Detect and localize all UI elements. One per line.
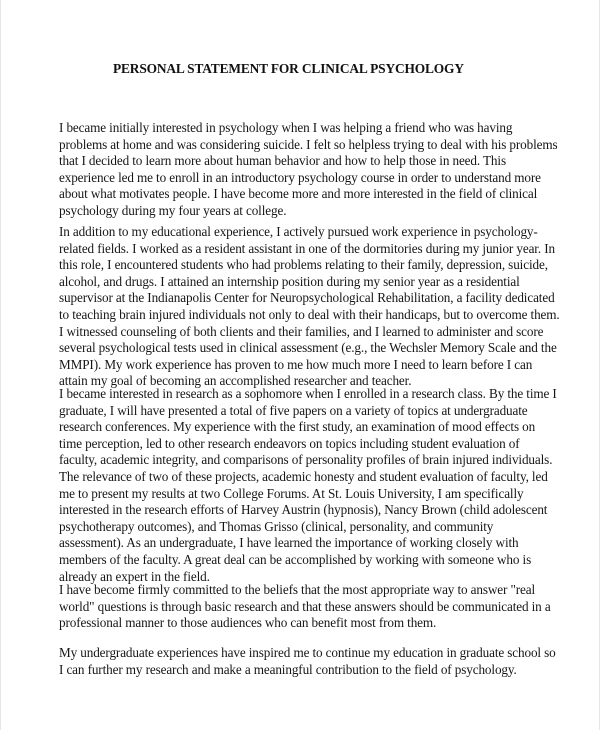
text-line: I can further my research and make a meaningful contribution to the field of psychology. <box>59 661 517 677</box>
text-line: world" questions is through basic research and that these answers should be communicated in a <box>59 598 551 614</box>
text-line: I became initially interested in psychology when I was helping a friend who was having <box>59 120 513 135</box>
document-title: PERSONAL STATEMENT FOR CLINICAL PSYCHOLOGY <box>113 61 464 76</box>
text-line: time perception, led to other research endeavors on topics including student evaluation of <box>59 435 520 451</box>
text-line: several psychological tests used in clinical assessment (e.g., the Wechsler Memory Scale and the <box>59 340 557 356</box>
text-line: me to present my results at two College Forums. At St. Louis University, I am specifically <box>59 485 524 501</box>
text-line: My undergraduate experiences have inspired me to continue my education in graduate school so <box>59 645 556 660</box>
paragraph-research-interest <box>59 386 557 585</box>
text-line: I became interested in research as a sophomore when I enrolled in a research class. By the time I <box>59 386 557 401</box>
text-line: this role, I encountered students who had problems relating to their family, depression, suicide, <box>59 257 548 273</box>
text-line: supervisor at the Indianapolis Center for Neuropsychological Rehabilitation, a facility dedicated <box>59 290 555 306</box>
text-line: research conferences. My experience with the first study, an examination of mood effects on <box>59 419 536 435</box>
text-line: I witnessed counseling of both clients and their families, and I learned to administer and score <box>59 323 544 339</box>
text-line: assessment). As an undergraduate, I have learned the importance of working closely with <box>59 535 519 551</box>
text-line: members of the faculty. A great deal can be accomplished by working with someone who is <box>59 551 532 567</box>
text-line: professional manner to those audiences who can benefit most from them. <box>59 615 437 631</box>
text-line: In addition to my educational experience, I actively pursued work experience in psychology- <box>59 224 538 239</box>
text-line: I have become firmly committed to the beliefs that the most appropriate way to answer "real <box>59 582 536 597</box>
text-line: The relevance of two of these projects, academic honesty and student evaluation of faculty, led <box>59 468 548 484</box>
text-line: interested in the research efforts of Harvey Austrin (hypnosis), Nancy Brown (child adolescent <box>59 502 548 518</box>
text-line: to teaching brain injured individuals not only to deal with their handicaps, but to overcome them. <box>59 306 560 322</box>
text-line: psychology during my four years at college. <box>59 202 287 218</box>
paragraph-work-experience <box>59 224 560 390</box>
text-line: attain my goal of becoming an accomplished researcher and teacher. <box>59 373 412 389</box>
text-line: faculty, academic integrity, and comparisons of personality profiles of brain injured individuals. <box>59 452 553 468</box>
text-line: psychotherapy outcomes), and Thomas Grisso (clinical, personality, and community <box>59 518 494 534</box>
paragraph-conclusion <box>59 645 556 678</box>
paragraph-commitment <box>59 582 551 632</box>
text-line: problems at home and was considering suicide. I felt so helpless trying to deal with his problems <box>59 136 558 152</box>
text-line: already an expert in the field. <box>59 568 210 584</box>
text-line: that I decided to learn more about human behavior and how to help those in need. This <box>59 153 506 169</box>
text-line: alcohol, and drugs. I attained an internship position during my senior year as a residential <box>59 273 520 289</box>
text-line: related fields. I worked as a resident assistant in one of the dormitories during my junior year. In <box>59 240 555 256</box>
text-line: MMPI). My work experience has proven to me how much more I need to learn before I can <box>59 356 533 372</box>
text-line: experience led me to enroll in an introductory psychology course in order to understand more <box>59 169 541 185</box>
text-line: about what motivates people. I have become more and more interested in the field of clinical <box>59 186 538 202</box>
text-line: graduate, I will have presented a total of five papers on a variety of topics at undergraduate <box>59 402 528 418</box>
paragraph-interest-origin <box>59 120 558 220</box>
